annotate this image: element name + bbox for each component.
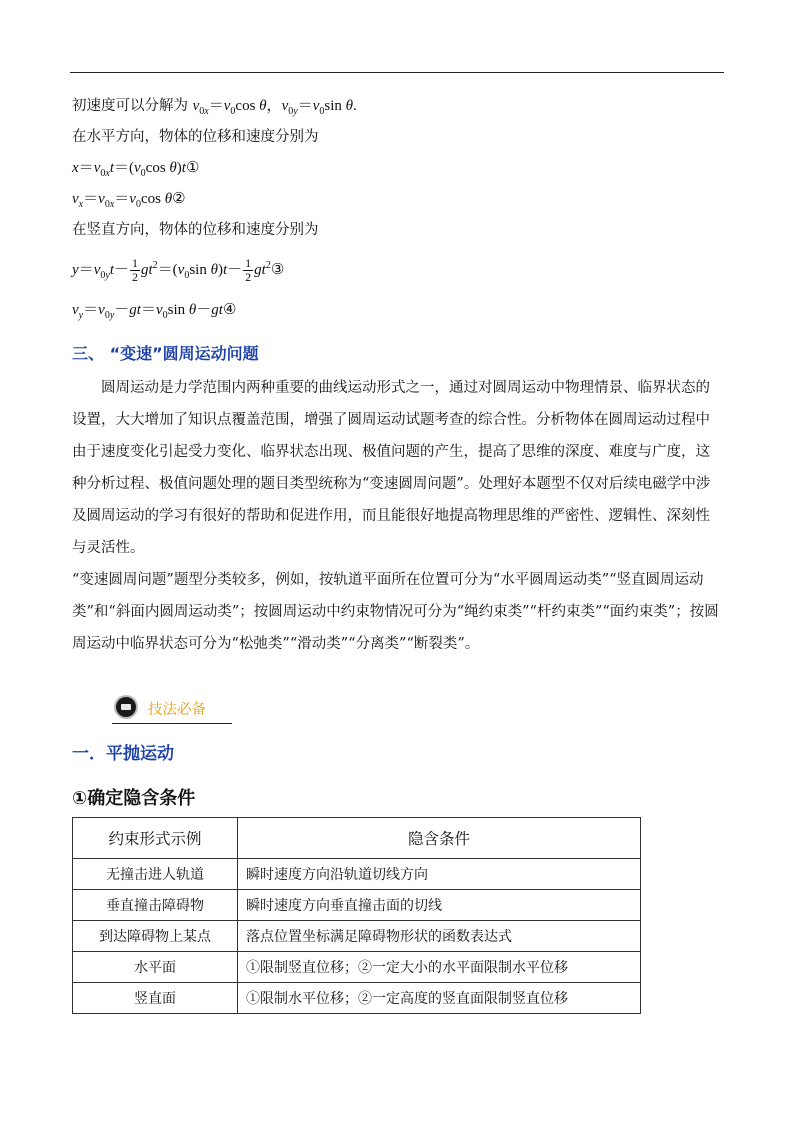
paragraph-classification: “变速圆周问题”题型分类较多，例如，按轨道平面所在位置可分为“水平圆周运动类”“竖直圆周运动类”和“斜面内圆周运动类”；按圆周运动中约束物情况可分为“绳约束类”“杆约束类”“面约束类”；按圆周运动中临界状态可分为“松弛类”“滑动类”“分离类”“断裂类”。	[72, 572, 719, 652]
table-cell: 到达障碍物上某点	[73, 921, 238, 952]
formula-3: $y=v_{0y}t-$ $\frac{1}{2}$ $gt^2=(v_0\sin$ θ)t－ $\frac{1}{2}$ $gt^2③$	[72, 256, 285, 285]
line-text: 初速度可以分解为	[72, 98, 188, 114]
table-cell: 无撞击进人轨道	[73, 859, 238, 890]
decomposition-formula: $v_{0x}=v_0\cos$ θ，$v_{0y}=v_0\sin$ θ.	[192, 98, 357, 117]
table-cell: 垂直撞击障碍物	[73, 890, 238, 921]
formula-1: $x=v_{0x}t=(v_0\cos$ θ)t①	[72, 160, 200, 179]
table-row	[73, 983, 641, 1014]
film-camera-icon	[116, 697, 136, 717]
skills-badge	[112, 695, 232, 724]
header-rule	[70, 72, 724, 73]
hidden-conditions-table	[72, 817, 641, 1014]
table-row	[73, 890, 641, 921]
table-row	[73, 921, 641, 952]
table-cell: ①限制水平位移；②一定高度的竖直面限制竖直位移	[238, 983, 641, 1014]
paragraph-intro: 圆周运动是力学范围内两种重要的曲线运动形式之一，通过对圆周运动中物理情景、临界状态的设置，大大增加了知识点覆盖范围，增强了圆周运动试题考查的综合性。分析物体在圆周运动过程中由于速度变化引起受力变化、临界状态出现、极值问题的产生，提高了思维的深度、难度与广度，这种分析过程、极值问题处理的题目类型统称为“变速圆周问题”。处理好本题型不仅对后续电磁学中涉及圆周运动的学习有很好的帮助和促进作用，而且能很好地提高物理思维的严密性、逻辑性、深刻性与灵活性。	[72, 380, 711, 556]
table-row	[73, 859, 641, 890]
section-title-variable-speed: 三、 “变速”圆周运动问题	[72, 344, 259, 363]
table-cell: 水平面	[73, 952, 238, 983]
velocity-decomposition-line	[72, 96, 357, 122]
table-header-row	[73, 818, 641, 859]
table-cell: ①限制竖直位移；②一定大小的水平面限制水平位移	[238, 952, 641, 983]
subsection-title: ①确定隐含条件	[72, 788, 196, 809]
table-header: 隐含条件	[238, 818, 641, 859]
formula-2: $v_x=v_{0x}=v_0\cos$ θ②	[72, 191, 186, 210]
table-cell: 瞬时速度方向垂直撞击面的切线	[238, 890, 641, 921]
table-row	[73, 952, 641, 983]
section-title-projectile: 一．平抛运动	[72, 744, 174, 764]
horizontal-intro: 在水平方向，物体的位移和速度分别为	[72, 129, 319, 145]
table-cell: 竖直面	[73, 983, 238, 1014]
table-cell: 瞬时速度方向沿轨道切线方向	[238, 859, 641, 890]
table-cell: 落点位置坐标满足障碍物形状的函数表达式	[238, 921, 641, 952]
formula-4: $v_y=v_{0y}-gt=v_0\sin$ θ－gt④	[72, 302, 237, 321]
table-header: 约束形式示例	[73, 818, 238, 859]
badge-label: 技法必备	[148, 702, 206, 718]
vertical-intro: 在竖直方向，物体的位移和速度分别为	[72, 222, 319, 238]
